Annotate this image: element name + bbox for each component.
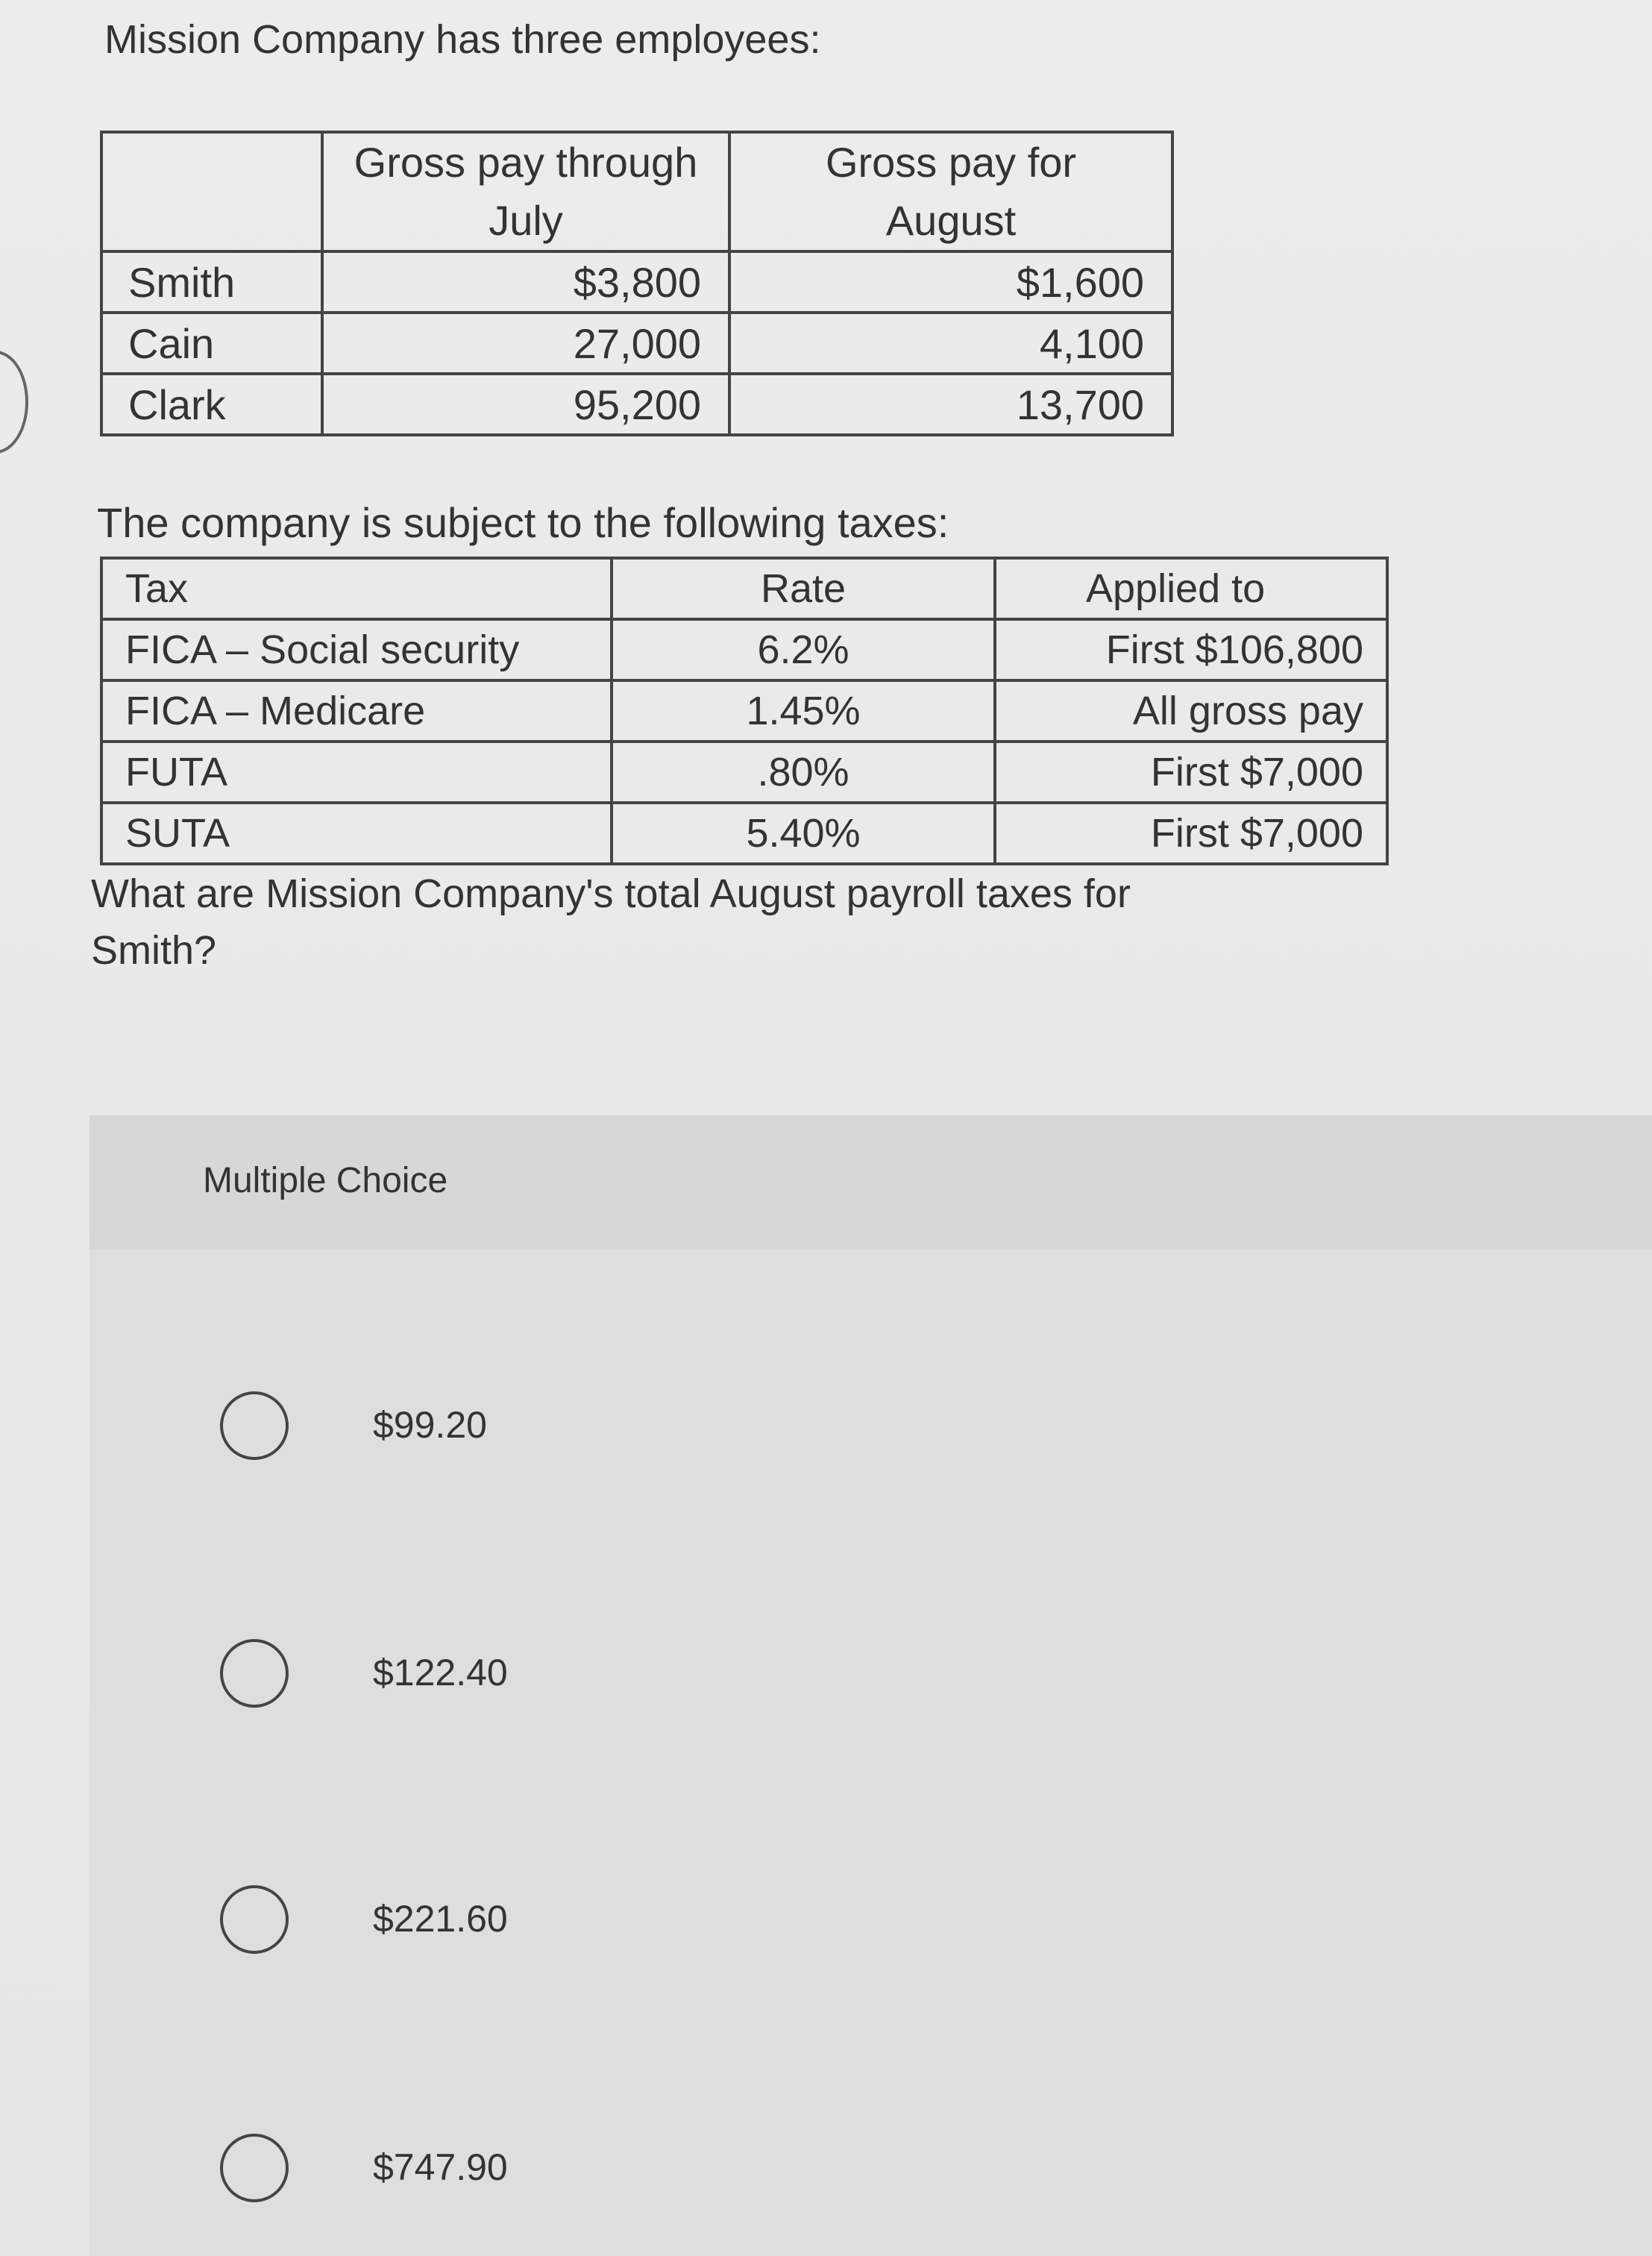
employee-july: 27,000 [322,313,729,374]
choice-option[interactable] [220,2134,817,2216]
tax-name: FUTA [101,742,612,803]
choice-label: $747.90 [373,2146,508,2188]
table-row [101,803,1387,864]
tax-rate: 6.2% [612,619,995,680]
choice-label: $99.20 [373,1404,487,1446]
tax-applied: All gross pay [995,680,1387,742]
tax-rate: .80% [612,742,995,803]
tax-table [100,557,1389,865]
tax-name: FICA – Social security [101,619,612,680]
employee-table [100,131,1174,436]
radio-button[interactable] [220,1885,289,1954]
employee-july: $3,800 [322,251,729,313]
employee-header-july: Gross pay through July [322,132,729,251]
question-text: What are Mission Company's total August payroll taxes for Smith? [91,871,1131,973]
table-row [101,742,1387,803]
tax-applied: First $7,000 [995,803,1387,864]
tax-header-rate: Rate [612,558,995,619]
employee-header-blank [101,132,322,251]
tax-header-applied: Applied to [995,558,1387,619]
table-row [101,619,1387,680]
radio-button[interactable] [220,1391,289,1460]
table-row [101,251,1172,313]
multiple-choice-panel [89,1115,1652,2256]
multiple-choice-title: Multiple Choice [203,1161,448,1200]
intro-text: Mission Company has three employees: [104,17,821,62]
employee-header-august: Gross pay for August [729,132,1172,251]
table-row [101,374,1172,435]
choice-option[interactable] [220,1639,817,1721]
employee-july: 95,200 [322,374,729,435]
employee-name: Clark [101,374,322,435]
choice-option[interactable] [220,1391,817,1473]
tax-applied: First $7,000 [995,742,1387,803]
table-row [101,680,1387,742]
edge-mark [0,351,28,454]
radio-button[interactable] [220,1639,289,1708]
employee-august: $1,600 [729,251,1172,313]
table-row [101,313,1172,374]
employee-august: 13,700 [729,374,1172,435]
multiple-choice-header [89,1115,1652,1250]
tax-name: SUTA [101,803,612,864]
choice-option[interactable] [220,1885,817,1967]
radio-button[interactable] [220,2134,289,2202]
employee-august: 4,100 [729,313,1172,374]
tax-rate: 1.45% [612,680,995,742]
tax-intro-text: The company is subject to the following taxes: [97,499,949,546]
tax-rate: 5.40% [612,803,995,864]
tax-applied: First $106,800 [995,619,1387,680]
choice-label: $122.40 [373,1652,508,1693]
employee-name: Cain [101,313,322,374]
choice-label: $221.60 [373,1898,508,1940]
employee-name: Smith [101,251,322,313]
tax-header-tax: Tax [101,558,612,619]
tax-name: FICA – Medicare [101,680,612,742]
